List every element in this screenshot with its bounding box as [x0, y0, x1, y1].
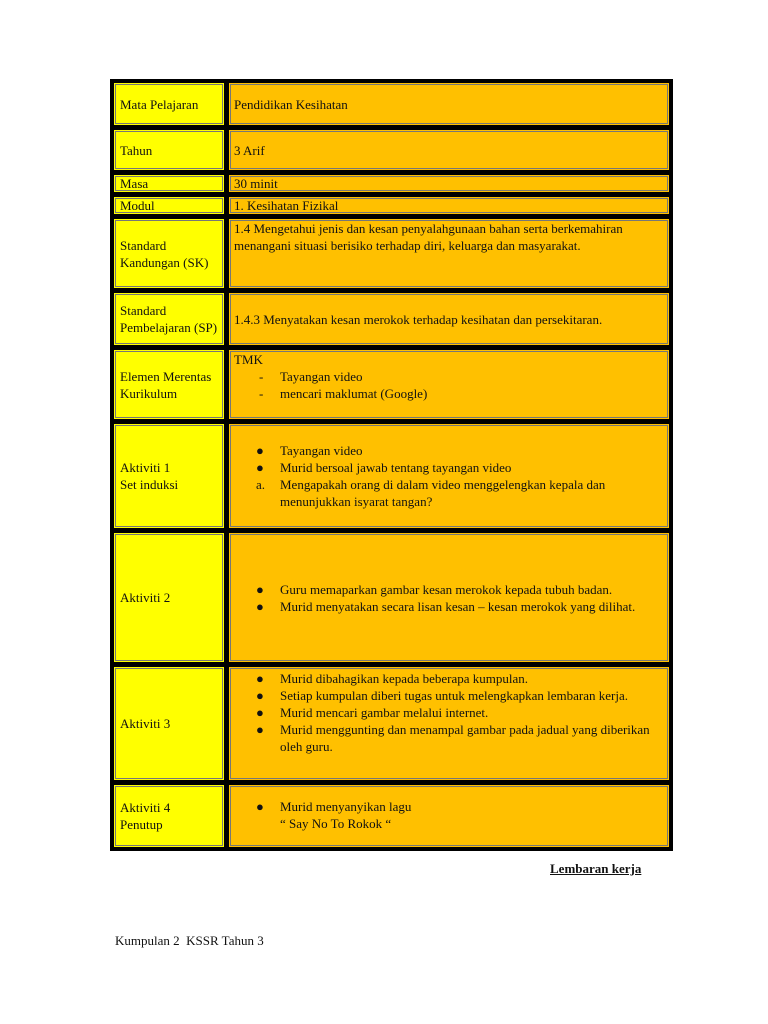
value-aktiviti-2	[228, 532, 670, 663]
label-aktiviti-2: Aktiviti 2	[113, 532, 225, 663]
lesson-plan-table	[110, 79, 673, 851]
list-item	[234, 442, 664, 459]
list-item	[234, 476, 664, 510]
item-text: Murid dibahagikan kepada beberapa kumpulan.	[280, 671, 528, 686]
value-text: 3 Arif	[234, 142, 265, 158]
row-emk	[113, 349, 670, 420]
value-masa	[228, 174, 670, 193]
list-item	[234, 798, 664, 832]
item-text: Tayangan video	[280, 369, 363, 384]
value-mata-pelajaran	[228, 82, 670, 126]
label-standard-kandungan: Standard Kandungan (SK)	[113, 218, 225, 289]
item-text: Murid bersoal jawab tentang tayangan video	[280, 460, 512, 475]
row-mata-pelajaran	[113, 82, 670, 126]
value-emk	[228, 349, 670, 420]
item-text: Mengapakah orang di dalam video menggelengkan kepala dan menunjukkan isyarat tangan?	[280, 477, 606, 509]
item-text: Guru memaparkan gambar kesan merokok kepada tubuh badan.	[280, 581, 613, 597]
label-line: Aktiviti 1	[120, 460, 171, 475]
row-standard-kandungan	[113, 218, 670, 289]
bullet-icon: ●	[256, 688, 264, 703]
row-standard-pembelajaran	[113, 292, 670, 346]
bullet-icon: ●	[256, 799, 264, 814]
label-aktiviti-1	[113, 423, 225, 529]
item-text: “ Say No To Rokok “	[280, 816, 392, 831]
item-text: Murid menggunting dan menampal gambar pada jadual yang diberikan oleh guru.	[280, 722, 650, 754]
value-aktiviti-1	[228, 423, 670, 529]
value-text: 1. Kesihatan Fizikal	[234, 198, 339, 213]
page-footer: Kumpulan 2 KSSR Tahun 3	[115, 933, 264, 948]
value-text: 1.4.3 Menyatakan kesan merokok terhadap kesihatan dan persekitaran.	[234, 311, 603, 327]
value-standard-pembelajaran	[228, 292, 670, 346]
dash-marker: -	[259, 386, 264, 401]
item-text: mencari maklumat (Google)	[280, 386, 428, 401]
label-tahun: Tahun	[113, 129, 225, 171]
item-text: Setiap kumpulan diberi tugas untuk melengkapkan lembaran kerja.	[280, 688, 629, 703]
list-item	[234, 459, 664, 476]
row-aktiviti-2	[113, 532, 670, 663]
emk-list	[234, 368, 664, 402]
item-text: Murid menyanyikan lagu	[280, 799, 412, 814]
value-standard-kandungan: 1.4 Mengetahui jenis dan kesan penyalahgunaan bahan serta berkemahiran menangani situasi berisiko terhadap diri, keluarga dan masyarakat.	[228, 218, 670, 289]
aktiviti-3-list	[234, 670, 664, 755]
label-line: Aktiviti 4	[120, 800, 171, 815]
list-item	[234, 687, 664, 704]
label-emk: Elemen Merentas Kurikulum	[113, 349, 225, 420]
list-item	[234, 721, 664, 755]
bullet-icon: ●	[256, 443, 264, 458]
value-aktiviti-3	[228, 666, 670, 781]
letter-marker: a.	[256, 477, 266, 492]
label-standard-pembelajaran: Standard Pembelajaran (SP)	[113, 292, 225, 346]
item-text: Murid mencari gambar melalui internet.	[280, 705, 489, 720]
bullet-icon: ●	[256, 705, 264, 720]
aktiviti-1-list	[234, 442, 664, 510]
label-mata-pelajaran: Mata Pelajaran	[113, 82, 225, 126]
list-item	[234, 368, 664, 385]
label-line: Penutup	[120, 817, 163, 832]
row-aktiviti-3	[113, 666, 670, 781]
value-tahun	[228, 129, 670, 171]
list-item	[234, 670, 664, 687]
item-text: Murid menyatakan secara lisan kesan – kesan merokok yang dilihat.	[280, 598, 636, 614]
list-item	[234, 704, 664, 721]
bullet-icon: ●	[256, 598, 264, 614]
list-item	[234, 385, 664, 402]
bullet-icon: ●	[256, 581, 264, 597]
row-aktiviti-1	[113, 423, 670, 529]
value-text: Pendidikan Kesihatan	[234, 96, 348, 112]
label-aktiviti-4	[113, 784, 225, 848]
aktiviti-4-list	[234, 798, 664, 832]
bullet-icon: ●	[256, 460, 264, 475]
label-masa: Masa	[113, 174, 225, 193]
value-modul	[228, 196, 670, 215]
bullet-icon: ●	[256, 671, 264, 686]
row-modul	[113, 196, 670, 215]
aktiviti-2-list	[234, 581, 664, 615]
list-item	[234, 581, 664, 598]
bullet-icon: ●	[256, 722, 264, 737]
label-modul: Modul	[113, 196, 225, 215]
value-text: 30 minit	[234, 176, 278, 191]
list-item	[234, 598, 664, 615]
item-text: Tayangan video	[280, 443, 363, 458]
row-aktiviti-4	[113, 784, 670, 848]
label-aktiviti-3: Aktiviti 3	[113, 666, 225, 781]
label-line: Set induksi	[120, 477, 179, 492]
dash-marker: -	[259, 369, 264, 384]
worksheet-link[interactable]: Lembaran kerja	[550, 861, 642, 876]
value-aktiviti-4	[228, 784, 670, 848]
emk-heading: TMK	[234, 352, 263, 367]
row-masa	[113, 174, 670, 193]
row-tahun	[113, 129, 670, 171]
